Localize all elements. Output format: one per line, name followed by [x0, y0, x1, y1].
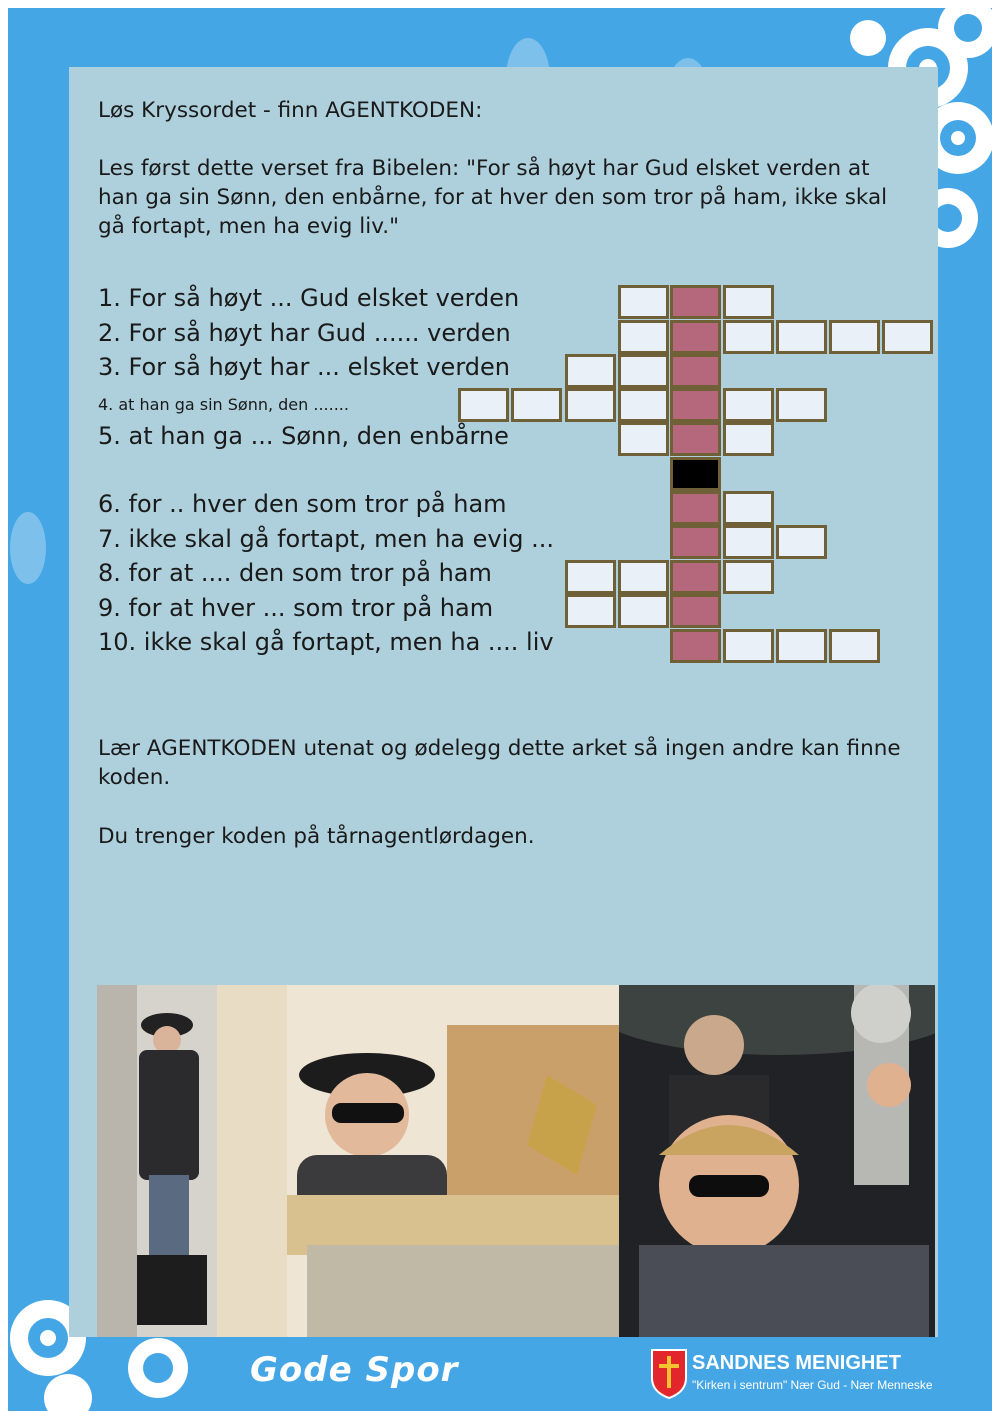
crossword-cell[interactable] [565, 354, 616, 388]
crossword-cell[interactable] [723, 491, 774, 525]
crossword-cell[interactable] [618, 594, 669, 628]
crossword-cell[interactable] [618, 354, 669, 388]
crossword-cell[interactable] [776, 525, 827, 559]
crossword-cell[interactable] [776, 388, 827, 422]
crossword-cell[interactable] [723, 560, 774, 594]
church-tagline: "Kirken i sentrum" Nær Gud - Nær Menneske [692, 1378, 933, 1392]
clue-10: 10. ikke skal gå fortapt, men ha .... liv [98, 628, 554, 656]
crossword-key-cell[interactable] [670, 525, 721, 559]
crossword-key-cell[interactable] [670, 422, 721, 456]
crossword-key-cell[interactable] [670, 354, 721, 388]
crossword-cell[interactable] [723, 422, 774, 456]
learn-instruction: Lær AGENTKODEN utenat og ødelegg dette arket så ingen andre kan finne koden. [98, 736, 901, 790]
clue-4: 4. at han ga sin Sønn, den ....... [98, 395, 349, 414]
crossword-key-cell[interactable] [670, 388, 721, 422]
photo-boy-in-corner [97, 985, 217, 1337]
crossword-key-cell[interactable] [670, 491, 721, 525]
crossword-key-cell[interactable] [670, 320, 721, 354]
clue-6: 6. for .. hver den som tror på ham [98, 490, 507, 518]
crossword-cell[interactable] [618, 388, 669, 422]
crossword-cell[interactable] [618, 285, 669, 319]
crossword-cell[interactable] [618, 320, 669, 354]
crossword-cell[interactable] [511, 388, 562, 422]
crossword-cell[interactable] [776, 629, 827, 663]
clue-7: 7. ikke skal gå fortapt, men ha evig ... [98, 525, 555, 553]
crossword-cell[interactable] [723, 285, 774, 319]
church-name: SANDNES MENIGHET [692, 1352, 901, 1374]
church-logo [650, 1348, 950, 1408]
crossword-cell[interactable] [829, 629, 880, 663]
clue-9: 9. for at hver ... som tror på ham [98, 594, 494, 622]
crossword-key-cell[interactable] [670, 285, 721, 319]
photo-boys-with-bell [619, 985, 935, 1337]
crossword-cell[interactable] [723, 388, 774, 422]
crossword-cell[interactable] [723, 320, 774, 354]
crossword-cell[interactable] [458, 388, 509, 422]
clue-5: 5. at han ga ... Sønn, den enbårne [98, 422, 509, 450]
page-heading: Løs Kryssordet - finn AGENTKODEN: [98, 98, 483, 123]
crossword-cell[interactable] [565, 560, 616, 594]
crossword-key-cell[interactable] [670, 594, 721, 628]
photo-boy-in-pulpit [217, 985, 619, 1337]
clue-1: 1. For så høyt ... Gud elsket verden [98, 284, 520, 312]
crossword-cell[interactable] [829, 320, 880, 354]
crossword-key-cell[interactable] [670, 629, 721, 663]
crossword-cell[interactable] [565, 594, 616, 628]
crossword-cell[interactable] [723, 525, 774, 559]
crossword-cell[interactable] [723, 629, 774, 663]
clue-2: 2. For så høyt har Gud ...... verden [98, 319, 511, 347]
need-note: Du trenger koden på tårnagentlørdagen. [98, 824, 535, 849]
crossword-cell[interactable] [618, 422, 669, 456]
crossword-cell[interactable] [618, 560, 669, 594]
clue-8: 8. for at .... den som tror på ham [98, 559, 492, 587]
gode-spor-logo: Gode Spor [250, 1350, 459, 1390]
crossword-key-cell[interactable] [670, 560, 721, 594]
clue-3: 3. For så høyt har ... elsket verden [98, 353, 510, 381]
crossword-cell[interactable] [776, 320, 827, 354]
church-shield-icon [650, 1348, 688, 1400]
crossword-cell[interactable] [882, 320, 933, 354]
crossword-cell[interactable] [565, 388, 616, 422]
crossword-separator-cell [670, 457, 721, 491]
bible-verse: Les først dette verset fra Bibelen: "For så høyt har Gud elsket verden at han ga sin Sønn, den enbårne, for at hver den som tror på ham, ikke skal gå fortapt, men ha evig liv." [98, 156, 888, 239]
